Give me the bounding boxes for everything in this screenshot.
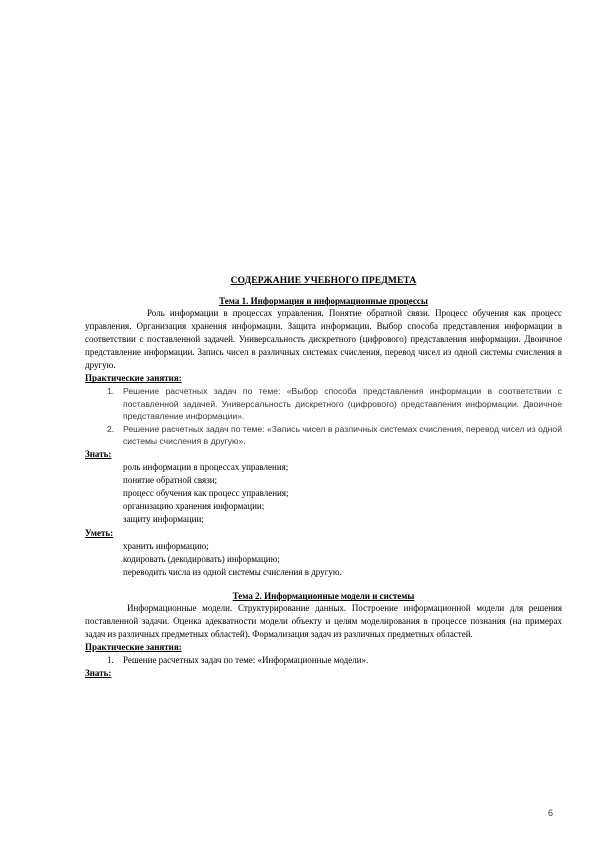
list-item: процесс обучения как процесс управления; bbox=[123, 487, 289, 498]
list-item: переводить числа из одной системы счисления в другую. bbox=[123, 566, 342, 577]
list-item: 1. Решение расчетных задач по теме: «Выбор способа представления информации в соответствии с поставленной задачей. Универсальность дискретного (цифрового) представления информации. Двоичное представление информации». bbox=[107, 386, 562, 422]
spacer bbox=[85, 579, 562, 591]
topic-1-body: Роль информации в процессах управления. Понятие обратной связи. Процесс обучения как процесс управления. Организация хранения информации. Защита информации. Выбор способа представления информации в соответствии с поставленной задачей. Универсальность дискретного (цифрового) представления информации. Двоичное представление информации. Запись чисел в различных системах счисления, перевод чисел из одной системы счисления в другую. bbox=[85, 308, 562, 371]
list-item: 1. Решение расчетных задач по теме: «Информационные модели». bbox=[107, 655, 369, 666]
list-item: 2. Решение расчетных задач по теме: «Запись чисел в различных системах счисления, перевод чисел из одной системы счисления в другую». bbox=[107, 423, 562, 447]
section-heading: СОДЕРЖАНИЕ УЧЕБНОГО ПРЕДМЕТА bbox=[230, 276, 417, 286]
topic-2-practical-label: Практические занятия: bbox=[85, 642, 182, 653]
document-content bbox=[85, 276, 562, 680]
list-item: кодировать (декодировать) информацию; bbox=[123, 553, 280, 564]
topic-1-able-label: Уметь: bbox=[85, 527, 114, 538]
topic-2-know-label: Знать: bbox=[85, 667, 112, 678]
list-item: хранить информацию; bbox=[123, 540, 209, 551]
topic-1-title: Тема 1. Информация и информационные процессы bbox=[219, 296, 428, 306]
list-item: понятие обратной связи; bbox=[123, 474, 218, 485]
topic-1-practical-label: Практические занятия: bbox=[85, 373, 182, 384]
list-item: роль информации в процессах управления; bbox=[123, 461, 289, 472]
topic-1-practical-list bbox=[85, 385, 562, 447]
list-item: защиту информации; bbox=[123, 514, 204, 525]
topic-1-know-list bbox=[85, 461, 562, 527]
topic-1-able-list bbox=[85, 540, 562, 580]
topic-2-title: Тема 2. Информационные модели и системы bbox=[232, 591, 415, 602]
topic-2-body: Информационные модели. Структурирование данных. Построение информационной модели для решения поставленной задачи. Оценка адекватности модели объекту и целям моделирования в процессе познания (на примерах задач из различных предметных областей). Формализация задач из различных предметных областей. bbox=[85, 603, 562, 640]
topic-1-know-label: Знать: bbox=[85, 448, 112, 459]
list-item: организацию хранения информации; bbox=[123, 501, 265, 512]
topic-2-practical-list bbox=[85, 654, 562, 666]
page-number: 6 bbox=[548, 808, 554, 818]
